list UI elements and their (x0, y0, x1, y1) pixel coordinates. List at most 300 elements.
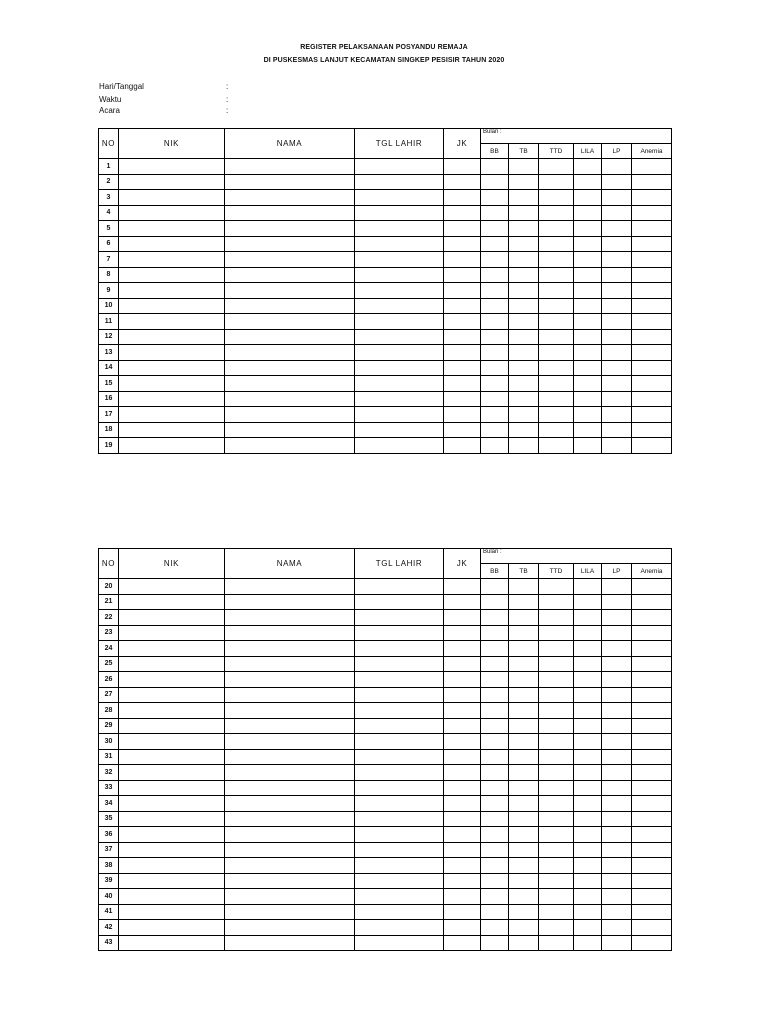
cell-nik[interactable] (119, 314, 225, 330)
cell-tb[interactable] (509, 252, 539, 268)
cell-tb[interactable] (509, 765, 539, 781)
cell-lila[interactable] (574, 360, 602, 376)
cell-tgl-lahir[interactable] (355, 610, 444, 626)
cell-tgl-lahir[interactable] (355, 376, 444, 392)
cell-tgl-lahir[interactable] (355, 718, 444, 734)
cell-anemia[interactable] (632, 858, 672, 874)
cell-bb[interactable] (481, 283, 509, 299)
cell-tb[interactable] (509, 780, 539, 796)
cell-bb[interactable] (481, 345, 509, 361)
cell-nik[interactable] (119, 391, 225, 407)
cell-tb[interactable] (509, 236, 539, 252)
cell-lp[interactable] (602, 765, 632, 781)
cell-lp[interactable] (602, 205, 632, 221)
cell-nik[interactable] (119, 610, 225, 626)
cell-tb[interactable] (509, 672, 539, 688)
cell-nik[interactable] (119, 422, 225, 438)
cell-tb[interactable] (509, 734, 539, 750)
cell-lp[interactable] (602, 594, 632, 610)
cell-tgl-lahir[interactable] (355, 360, 444, 376)
cell-bb[interactable] (481, 641, 509, 657)
cell-jk[interactable] (444, 656, 481, 672)
cell-tb[interactable] (509, 283, 539, 299)
cell-tgl-lahir[interactable] (355, 858, 444, 874)
cell-tb[interactable] (509, 190, 539, 206)
cell-anemia[interactable] (632, 360, 672, 376)
cell-jk[interactable] (444, 827, 481, 843)
cell-lp[interactable] (602, 718, 632, 734)
cell-anemia[interactable] (632, 298, 672, 314)
cell-tb[interactable] (509, 407, 539, 423)
cell-lp[interactable] (602, 252, 632, 268)
cell-lila[interactable] (574, 672, 602, 688)
cell-ttd[interactable] (539, 858, 574, 874)
cell-jk[interactable] (444, 889, 481, 905)
cell-nik[interactable] (119, 283, 225, 299)
cell-nik[interactable] (119, 935, 225, 951)
cell-lila[interactable] (574, 703, 602, 719)
cell-anemia[interactable] (632, 873, 672, 889)
cell-ttd[interactable] (539, 345, 574, 361)
cell-nama[interactable] (225, 703, 355, 719)
cell-nama[interactable] (225, 718, 355, 734)
cell-ttd[interactable] (539, 641, 574, 657)
cell-jk[interactable] (444, 174, 481, 190)
cell-jk[interactable] (444, 687, 481, 703)
cell-tb[interactable] (509, 796, 539, 812)
cell-lp[interactable] (602, 438, 632, 454)
cell-lp[interactable] (602, 641, 632, 657)
cell-ttd[interactable] (539, 749, 574, 765)
cell-nama[interactable] (225, 765, 355, 781)
cell-lila[interactable] (574, 796, 602, 812)
cell-tgl-lahir[interactable] (355, 765, 444, 781)
cell-bb[interactable] (481, 796, 509, 812)
cell-nama[interactable] (225, 904, 355, 920)
cell-tgl-lahir[interactable] (355, 873, 444, 889)
cell-nik[interactable] (119, 796, 225, 812)
cell-nama[interactable] (225, 811, 355, 827)
cell-jk[interactable] (444, 625, 481, 641)
cell-bb[interactable] (481, 376, 509, 392)
cell-tgl-lahir[interactable] (355, 904, 444, 920)
cell-ttd[interactable] (539, 190, 574, 206)
cell-tgl-lahir[interactable] (355, 329, 444, 345)
cell-nik[interactable] (119, 672, 225, 688)
cell-jk[interactable] (444, 438, 481, 454)
cell-ttd[interactable] (539, 314, 574, 330)
cell-anemia[interactable] (632, 610, 672, 626)
cell-tb[interactable] (509, 205, 539, 221)
cell-ttd[interactable] (539, 718, 574, 734)
cell-anemia[interactable] (632, 159, 672, 175)
cell-lp[interactable] (602, 159, 632, 175)
cell-lila[interactable] (574, 314, 602, 330)
cell-anemia[interactable] (632, 749, 672, 765)
cell-tgl-lahir[interactable] (355, 920, 444, 936)
cell-bb[interactable] (481, 920, 509, 936)
cell-tb[interactable] (509, 314, 539, 330)
cell-tb[interactable] (509, 594, 539, 610)
cell-jk[interactable] (444, 904, 481, 920)
cell-tb[interactable] (509, 718, 539, 734)
cell-ttd[interactable] (539, 827, 574, 843)
cell-bb[interactable] (481, 422, 509, 438)
cell-lp[interactable] (602, 734, 632, 750)
cell-ttd[interactable] (539, 236, 574, 252)
cell-tb[interactable] (509, 935, 539, 951)
cell-lila[interactable] (574, 190, 602, 206)
cell-lila[interactable] (574, 811, 602, 827)
cell-bb[interactable] (481, 594, 509, 610)
cell-nama[interactable] (225, 672, 355, 688)
cell-lp[interactable] (602, 749, 632, 765)
cell-nik[interactable] (119, 221, 225, 237)
cell-ttd[interactable] (539, 656, 574, 672)
cell-jk[interactable] (444, 360, 481, 376)
cell-nama[interactable] (225, 641, 355, 657)
cell-nama[interactable] (225, 873, 355, 889)
cell-lp[interactable] (602, 920, 632, 936)
cell-lp[interactable] (602, 221, 632, 237)
cell-lp[interactable] (602, 360, 632, 376)
cell-lp[interactable] (602, 625, 632, 641)
cell-ttd[interactable] (539, 672, 574, 688)
cell-lila[interactable] (574, 422, 602, 438)
cell-tgl-lahir[interactable] (355, 796, 444, 812)
cell-lila[interactable] (574, 827, 602, 843)
cell-lp[interactable] (602, 904, 632, 920)
cell-tb[interactable] (509, 267, 539, 283)
cell-jk[interactable] (444, 159, 481, 175)
cell-anemia[interactable] (632, 765, 672, 781)
cell-lila[interactable] (574, 345, 602, 361)
cell-nama[interactable] (225, 329, 355, 345)
cell-tb[interactable] (509, 422, 539, 438)
cell-lp[interactable] (602, 827, 632, 843)
cell-ttd[interactable] (539, 159, 574, 175)
cell-lila[interactable] (574, 376, 602, 392)
cell-lila[interactable] (574, 267, 602, 283)
cell-jk[interactable] (444, 236, 481, 252)
cell-nama[interactable] (225, 314, 355, 330)
cell-tgl-lahir[interactable] (355, 236, 444, 252)
cell-nama[interactable] (225, 252, 355, 268)
cell-tgl-lahir[interactable] (355, 672, 444, 688)
cell-bb[interactable] (481, 252, 509, 268)
cell-ttd[interactable] (539, 221, 574, 237)
cell-tb[interactable] (509, 174, 539, 190)
cell-anemia[interactable] (632, 780, 672, 796)
cell-anemia[interactable] (632, 656, 672, 672)
cell-tb[interactable] (509, 438, 539, 454)
cell-lila[interactable] (574, 734, 602, 750)
cell-lila[interactable] (574, 625, 602, 641)
cell-nik[interactable] (119, 827, 225, 843)
cell-anemia[interactable] (632, 407, 672, 423)
cell-lp[interactable] (602, 656, 632, 672)
cell-bb[interactable] (481, 267, 509, 283)
cell-nama[interactable] (225, 734, 355, 750)
cell-bb[interactable] (481, 159, 509, 175)
cell-nama[interactable] (225, 920, 355, 936)
cell-nama[interactable] (225, 594, 355, 610)
cell-tgl-lahir[interactable] (355, 252, 444, 268)
cell-lp[interactable] (602, 345, 632, 361)
cell-tb[interactable] (509, 221, 539, 237)
cell-lila[interactable] (574, 252, 602, 268)
cell-bb[interactable] (481, 889, 509, 905)
cell-tb[interactable] (509, 858, 539, 874)
cell-lp[interactable] (602, 174, 632, 190)
cell-anemia[interactable] (632, 205, 672, 221)
cell-nama[interactable] (225, 438, 355, 454)
cell-lp[interactable] (602, 703, 632, 719)
cell-bb[interactable] (481, 656, 509, 672)
cell-ttd[interactable] (539, 796, 574, 812)
cell-nama[interactable] (225, 935, 355, 951)
cell-tb[interactable] (509, 625, 539, 641)
cell-tgl-lahir[interactable] (355, 641, 444, 657)
cell-tgl-lahir[interactable] (355, 749, 444, 765)
cell-tgl-lahir[interactable] (355, 842, 444, 858)
cell-nik[interactable] (119, 190, 225, 206)
cell-tgl-lahir[interactable] (355, 780, 444, 796)
cell-lp[interactable] (602, 407, 632, 423)
cell-anemia[interactable] (632, 734, 672, 750)
cell-ttd[interactable] (539, 407, 574, 423)
cell-jk[interactable] (444, 391, 481, 407)
cell-ttd[interactable] (539, 360, 574, 376)
cell-lila[interactable] (574, 873, 602, 889)
cell-bb[interactable] (481, 718, 509, 734)
cell-ttd[interactable] (539, 625, 574, 641)
cell-nik[interactable] (119, 734, 225, 750)
cell-bb[interactable] (481, 904, 509, 920)
cell-nik[interactable] (119, 904, 225, 920)
cell-lila[interactable] (574, 438, 602, 454)
cell-anemia[interactable] (632, 718, 672, 734)
cell-jk[interactable] (444, 422, 481, 438)
cell-ttd[interactable] (539, 298, 574, 314)
cell-bb[interactable] (481, 873, 509, 889)
cell-anemia[interactable] (632, 221, 672, 237)
cell-nik[interactable] (119, 920, 225, 936)
cell-jk[interactable] (444, 205, 481, 221)
cell-bb[interactable] (481, 687, 509, 703)
cell-ttd[interactable] (539, 174, 574, 190)
cell-tb[interactable] (509, 345, 539, 361)
cell-jk[interactable] (444, 283, 481, 299)
cell-ttd[interactable] (539, 811, 574, 827)
cell-tgl-lahir[interactable] (355, 579, 444, 595)
cell-tgl-lahir[interactable] (355, 656, 444, 672)
cell-bb[interactable] (481, 221, 509, 237)
cell-jk[interactable] (444, 579, 481, 595)
cell-jk[interactable] (444, 811, 481, 827)
cell-ttd[interactable] (539, 935, 574, 951)
cell-lp[interactable] (602, 236, 632, 252)
cell-bb[interactable] (481, 360, 509, 376)
cell-tb[interactable] (509, 579, 539, 595)
cell-anemia[interactable] (632, 796, 672, 812)
cell-anemia[interactable] (632, 376, 672, 392)
cell-tgl-lahir[interactable] (355, 205, 444, 221)
cell-nik[interactable] (119, 873, 225, 889)
cell-lila[interactable] (574, 236, 602, 252)
cell-lila[interactable] (574, 610, 602, 626)
cell-anemia[interactable] (632, 579, 672, 595)
cell-jk[interactable] (444, 594, 481, 610)
cell-tb[interactable] (509, 811, 539, 827)
cell-anemia[interactable] (632, 703, 672, 719)
cell-nik[interactable] (119, 252, 225, 268)
cell-nama[interactable] (225, 391, 355, 407)
cell-ttd[interactable] (539, 873, 574, 889)
cell-lila[interactable] (574, 842, 602, 858)
cell-lila[interactable] (574, 407, 602, 423)
cell-tb[interactable] (509, 873, 539, 889)
cell-nik[interactable] (119, 780, 225, 796)
cell-ttd[interactable] (539, 842, 574, 858)
cell-jk[interactable] (444, 734, 481, 750)
cell-nik[interactable] (119, 438, 225, 454)
cell-lila[interactable] (574, 391, 602, 407)
cell-bb[interactable] (481, 672, 509, 688)
cell-nama[interactable] (225, 205, 355, 221)
cell-anemia[interactable] (632, 314, 672, 330)
cell-bb[interactable] (481, 703, 509, 719)
cell-lp[interactable] (602, 842, 632, 858)
cell-lila[interactable] (574, 641, 602, 657)
cell-anemia[interactable] (632, 827, 672, 843)
cell-lila[interactable] (574, 656, 602, 672)
cell-nama[interactable] (225, 579, 355, 595)
cell-jk[interactable] (444, 935, 481, 951)
cell-nama[interactable] (225, 190, 355, 206)
cell-nama[interactable] (225, 376, 355, 392)
cell-bb[interactable] (481, 329, 509, 345)
cell-anemia[interactable] (632, 438, 672, 454)
cell-anemia[interactable] (632, 904, 672, 920)
cell-ttd[interactable] (539, 391, 574, 407)
cell-lp[interactable] (602, 422, 632, 438)
cell-jk[interactable] (444, 873, 481, 889)
cell-anemia[interactable] (632, 174, 672, 190)
cell-bb[interactable] (481, 749, 509, 765)
cell-tb[interactable] (509, 376, 539, 392)
cell-tgl-lahir[interactable] (355, 438, 444, 454)
cell-anemia[interactable] (632, 252, 672, 268)
cell-tgl-lahir[interactable] (355, 159, 444, 175)
cell-tb[interactable] (509, 298, 539, 314)
cell-nama[interactable] (225, 236, 355, 252)
cell-nik[interactable] (119, 376, 225, 392)
cell-nama[interactable] (225, 159, 355, 175)
cell-nik[interactable] (119, 687, 225, 703)
cell-bb[interactable] (481, 765, 509, 781)
cell-nik[interactable] (119, 579, 225, 595)
cell-nik[interactable] (119, 345, 225, 361)
cell-lila[interactable] (574, 687, 602, 703)
cell-bb[interactable] (481, 935, 509, 951)
cell-jk[interactable] (444, 376, 481, 392)
cell-jk[interactable] (444, 672, 481, 688)
cell-lp[interactable] (602, 796, 632, 812)
cell-anemia[interactable] (632, 672, 672, 688)
cell-ttd[interactable] (539, 329, 574, 345)
cell-jk[interactable] (444, 329, 481, 345)
cell-jk[interactable] (444, 641, 481, 657)
cell-nik[interactable] (119, 811, 225, 827)
cell-nik[interactable] (119, 360, 225, 376)
cell-lp[interactable] (602, 672, 632, 688)
cell-lila[interactable] (574, 298, 602, 314)
cell-lp[interactable] (602, 873, 632, 889)
cell-anemia[interactable] (632, 391, 672, 407)
cell-anemia[interactable] (632, 811, 672, 827)
cell-ttd[interactable] (539, 920, 574, 936)
cell-tb[interactable] (509, 610, 539, 626)
cell-nik[interactable] (119, 765, 225, 781)
cell-ttd[interactable] (539, 252, 574, 268)
cell-tgl-lahir[interactable] (355, 267, 444, 283)
cell-tgl-lahir[interactable] (355, 811, 444, 827)
cell-anemia[interactable] (632, 935, 672, 951)
cell-lp[interactable] (602, 376, 632, 392)
cell-lila[interactable] (574, 205, 602, 221)
cell-tgl-lahir[interactable] (355, 827, 444, 843)
cell-anemia[interactable] (632, 625, 672, 641)
cell-tgl-lahir[interactable] (355, 345, 444, 361)
cell-anemia[interactable] (632, 594, 672, 610)
cell-bb[interactable] (481, 827, 509, 843)
cell-nama[interactable] (225, 796, 355, 812)
cell-tgl-lahir[interactable] (355, 889, 444, 905)
cell-tgl-lahir[interactable] (355, 594, 444, 610)
cell-ttd[interactable] (539, 579, 574, 595)
cell-lila[interactable] (574, 579, 602, 595)
cell-anemia[interactable] (632, 329, 672, 345)
cell-ttd[interactable] (539, 438, 574, 454)
cell-tb[interactable] (509, 842, 539, 858)
cell-nik[interactable] (119, 236, 225, 252)
cell-ttd[interactable] (539, 765, 574, 781)
cell-anemia[interactable] (632, 920, 672, 936)
cell-lp[interactable] (602, 811, 632, 827)
cell-jk[interactable] (444, 252, 481, 268)
cell-ttd[interactable] (539, 610, 574, 626)
cell-tgl-lahir[interactable] (355, 174, 444, 190)
cell-tgl-lahir[interactable] (355, 687, 444, 703)
cell-jk[interactable] (444, 842, 481, 858)
cell-anemia[interactable] (632, 345, 672, 361)
cell-lp[interactable] (602, 190, 632, 206)
cell-jk[interactable] (444, 298, 481, 314)
cell-bb[interactable] (481, 298, 509, 314)
cell-nik[interactable] (119, 267, 225, 283)
cell-ttd[interactable] (539, 904, 574, 920)
cell-bb[interactable] (481, 174, 509, 190)
cell-nama[interactable] (225, 174, 355, 190)
cell-ttd[interactable] (539, 267, 574, 283)
cell-lp[interactable] (602, 610, 632, 626)
cell-nama[interactable] (225, 221, 355, 237)
cell-lila[interactable] (574, 159, 602, 175)
cell-lp[interactable] (602, 889, 632, 905)
cell-nama[interactable] (225, 610, 355, 626)
cell-nama[interactable] (225, 267, 355, 283)
